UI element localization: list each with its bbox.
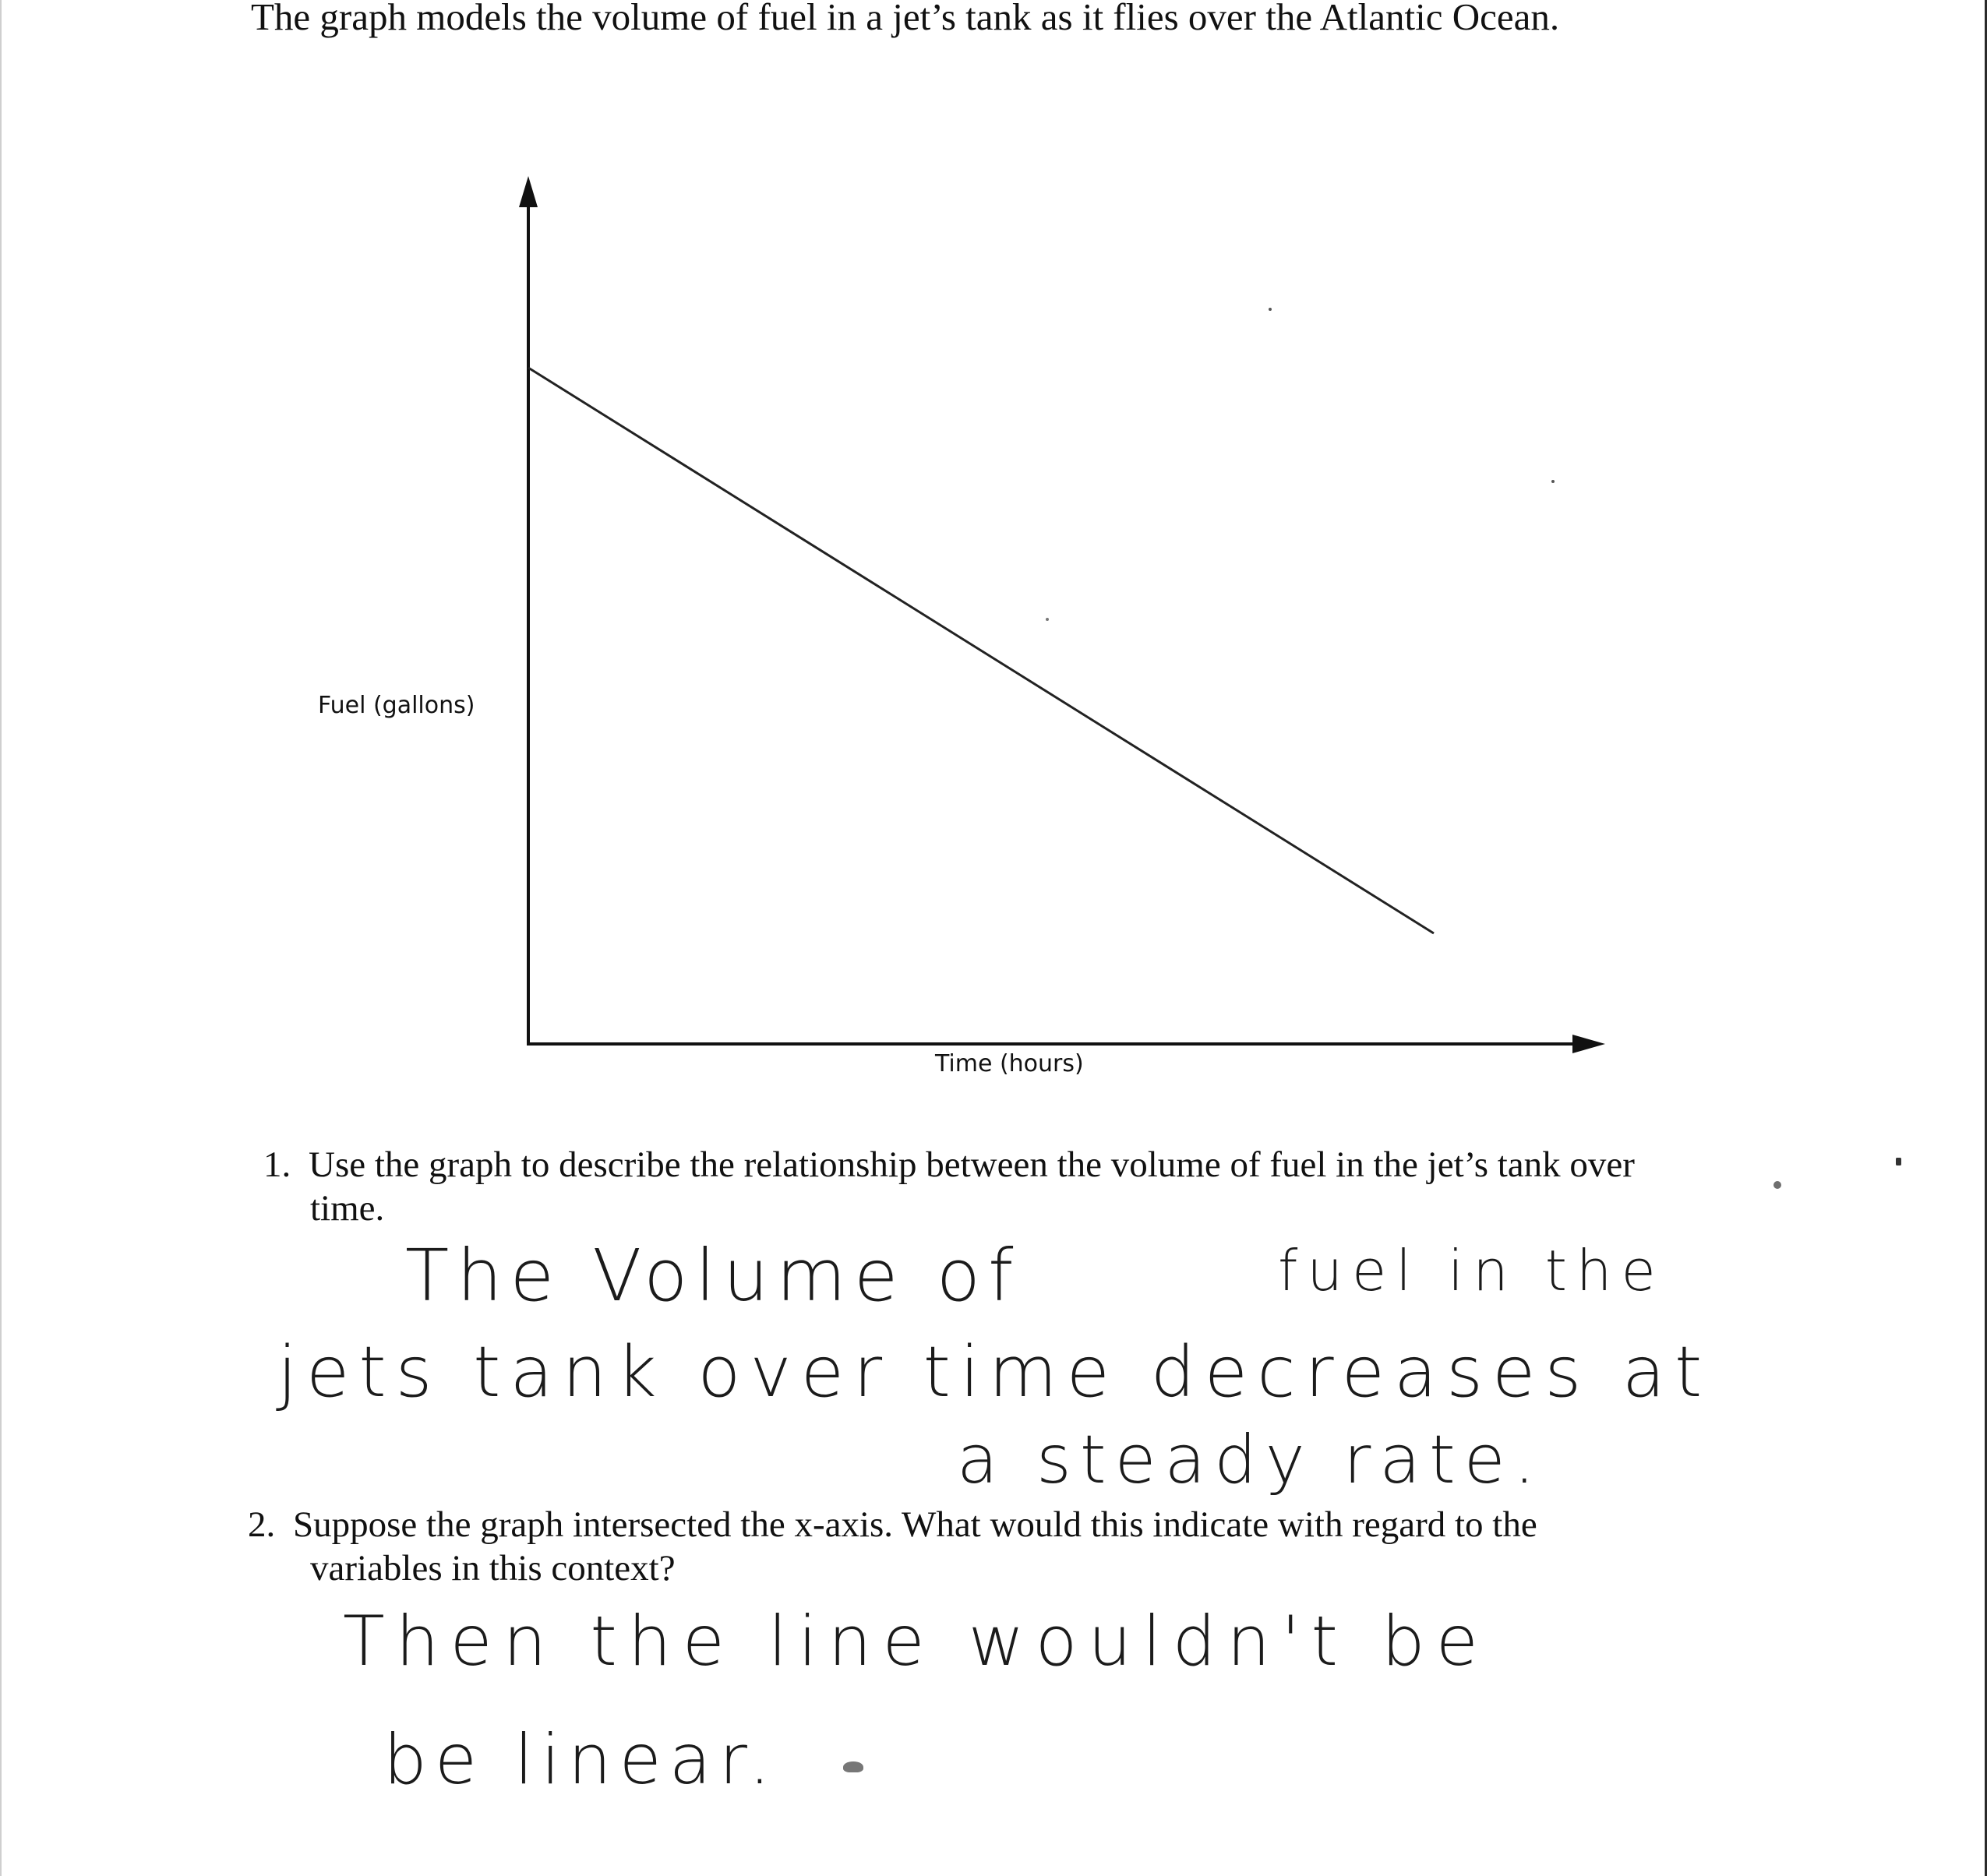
graph-svg: [281, 171, 1652, 1106]
scan-speck: [1896, 1158, 1901, 1165]
question-2-text-line-2: variables in this context?: [310, 1548, 676, 1589]
question-1: [263, 1142, 1635, 1187]
answer-1-line-3: a steady rate.: [957, 1421, 1544, 1499]
question-1-number: 1.: [263, 1144, 291, 1185]
answer-2-line-2: be linear.: [383, 1719, 778, 1800]
scan-speck: [1773, 1181, 1781, 1189]
fuel-time-graph: [281, 171, 1652, 1106]
answer-1-line-2: jets tank over time decreases at: [277, 1331, 1712, 1413]
question-2-number: 2.: [248, 1504, 276, 1545]
answer-1-line-1-left: The Volume of: [405, 1234, 1022, 1317]
answer-2-line-1: Then the line wouldn't be: [343, 1601, 1489, 1681]
graph-axes: [519, 176, 1605, 1053]
graph-speck: [1269, 308, 1272, 311]
question-1-text-line-1: Use the graph to describe the relationship between the volume of fuel in the jet’s tank over: [309, 1144, 1635, 1185]
answer-1-line-1-right: fuel in the: [1278, 1238, 1665, 1303]
question-2-text-line-1: Suppose the graph intersected the x-axis. What would this indicate with regard to the: [293, 1504, 1537, 1545]
x-axis-label: Time (hours): [935, 1050, 1084, 1077]
y-axis-arrow-icon: [519, 176, 538, 207]
graph-speck: [1046, 618, 1049, 621]
fuel-decrease-line: [528, 368, 1434, 933]
scan-left-edge: [0, 0, 2, 1876]
x-axis-arrow-icon: [1572, 1035, 1605, 1053]
question-1-text-line-2: time.: [310, 1188, 385, 1229]
intro-text: The graph models the volume of fuel in a jet’s tank as it flies over the Atlantic Ocean.: [251, 0, 1560, 38]
question-2: [248, 1502, 1537, 1547]
ink-smudge: [843, 1761, 863, 1772]
graph-speck: [1551, 480, 1555, 483]
y-axis-label: Fuel (gallons): [318, 692, 475, 719]
